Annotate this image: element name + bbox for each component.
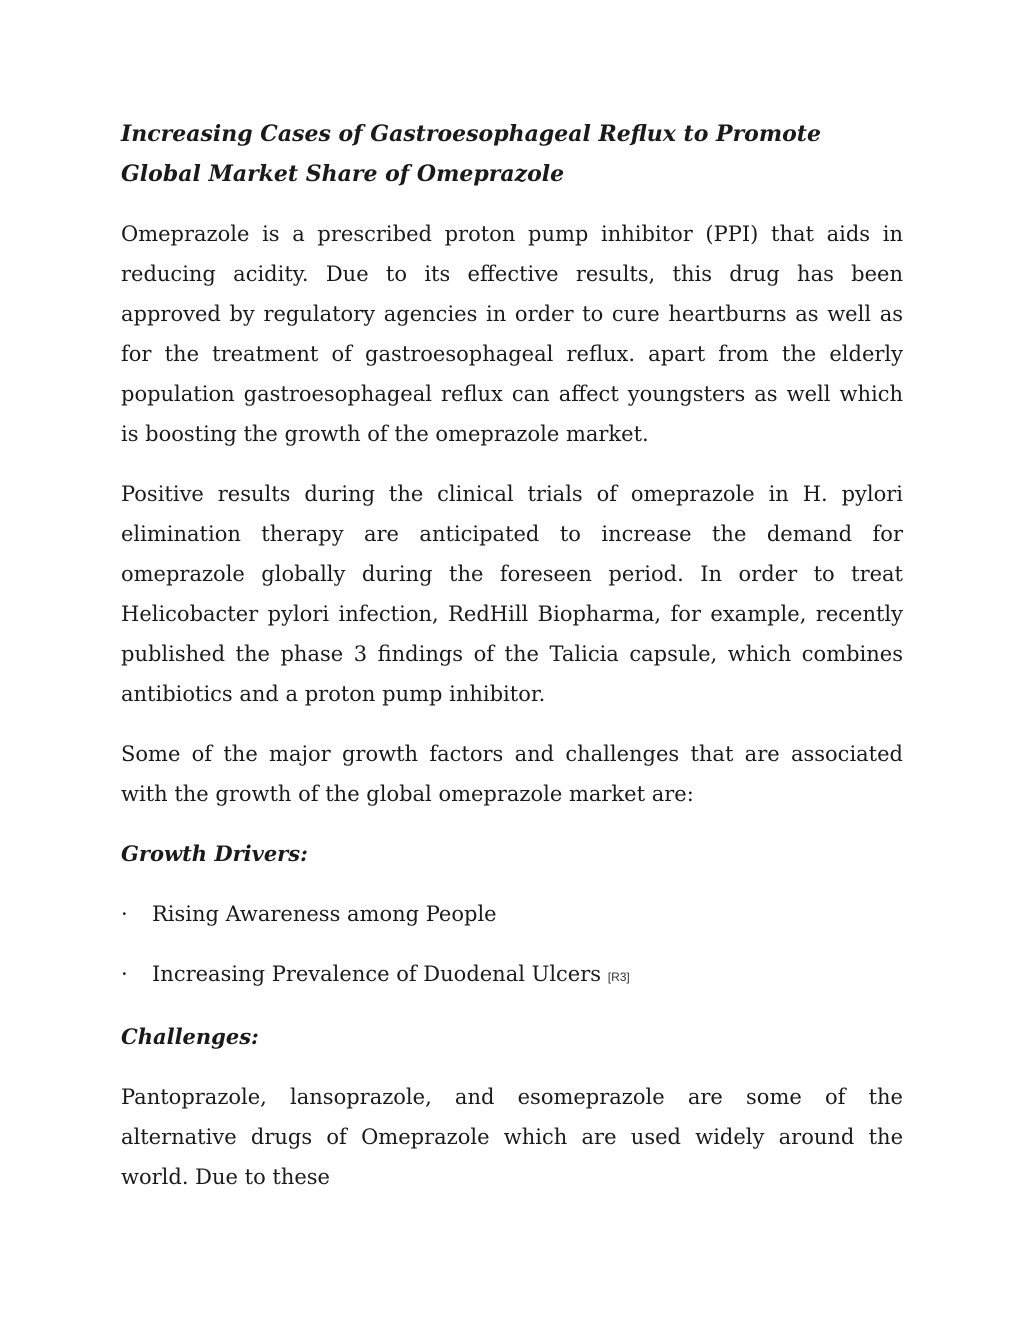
document-title: Increasing Cases of Gastroesophageal Reflux to Promote Global Market Share of Omeprazole	[121, 121, 821, 187]
list-item-text: Increasing Prevalence of Duodenal Ulcers	[152, 962, 602, 986]
paragraph-omeprazole-intro: Omeprazole is a prescribed proton pump inhibitor (PPI) that aids in reducing acidity. Due to its effective results, this drug has been approved by regulatory agencies in order to cure heartburns as well as for the treatment of gastroesophageal reflux. apart from the elderly population gastroesophageal reflux can affect youngsters as well which is boosting the growth of the omeprazole market.	[121, 222, 903, 446]
document-page	[121, 114, 903, 1217]
reference-marker: [R3]	[607, 970, 630, 984]
list-item	[121, 894, 903, 934]
paragraph-growth-factors: Some of the major growth factors and challenges that are associated with the growth of the global omeprazole market are:	[121, 742, 903, 806]
list-item-text: Rising Awareness among People	[152, 902, 497, 926]
paragraph-clinical-trials: Positive results during the clinical trials of omeprazole in H. pylori elimination therapy are anticipated to increase the demand for omeprazole globally during the foreseen period. In order to treat Helicobacter pylori infection, RedHill Biopharma, for example, recently published the phase 3 findings of the Talicia capsule, which combines antibiotics and a proton pump inhibitor.	[121, 482, 903, 706]
paragraph-challenges: Pantoprazole, lansoprazole, and esomeprazole are some of the alternative drugs of Omeprazole which are used widely around the world. Due to these	[121, 1085, 903, 1189]
list-item	[121, 954, 903, 997]
growth-drivers-heading: Growth Drivers:	[121, 841, 308, 866]
bullet-icon: ·	[121, 962, 128, 986]
bullet-icon: ·	[121, 902, 128, 926]
challenges-heading: Challenges:	[121, 1024, 259, 1049]
